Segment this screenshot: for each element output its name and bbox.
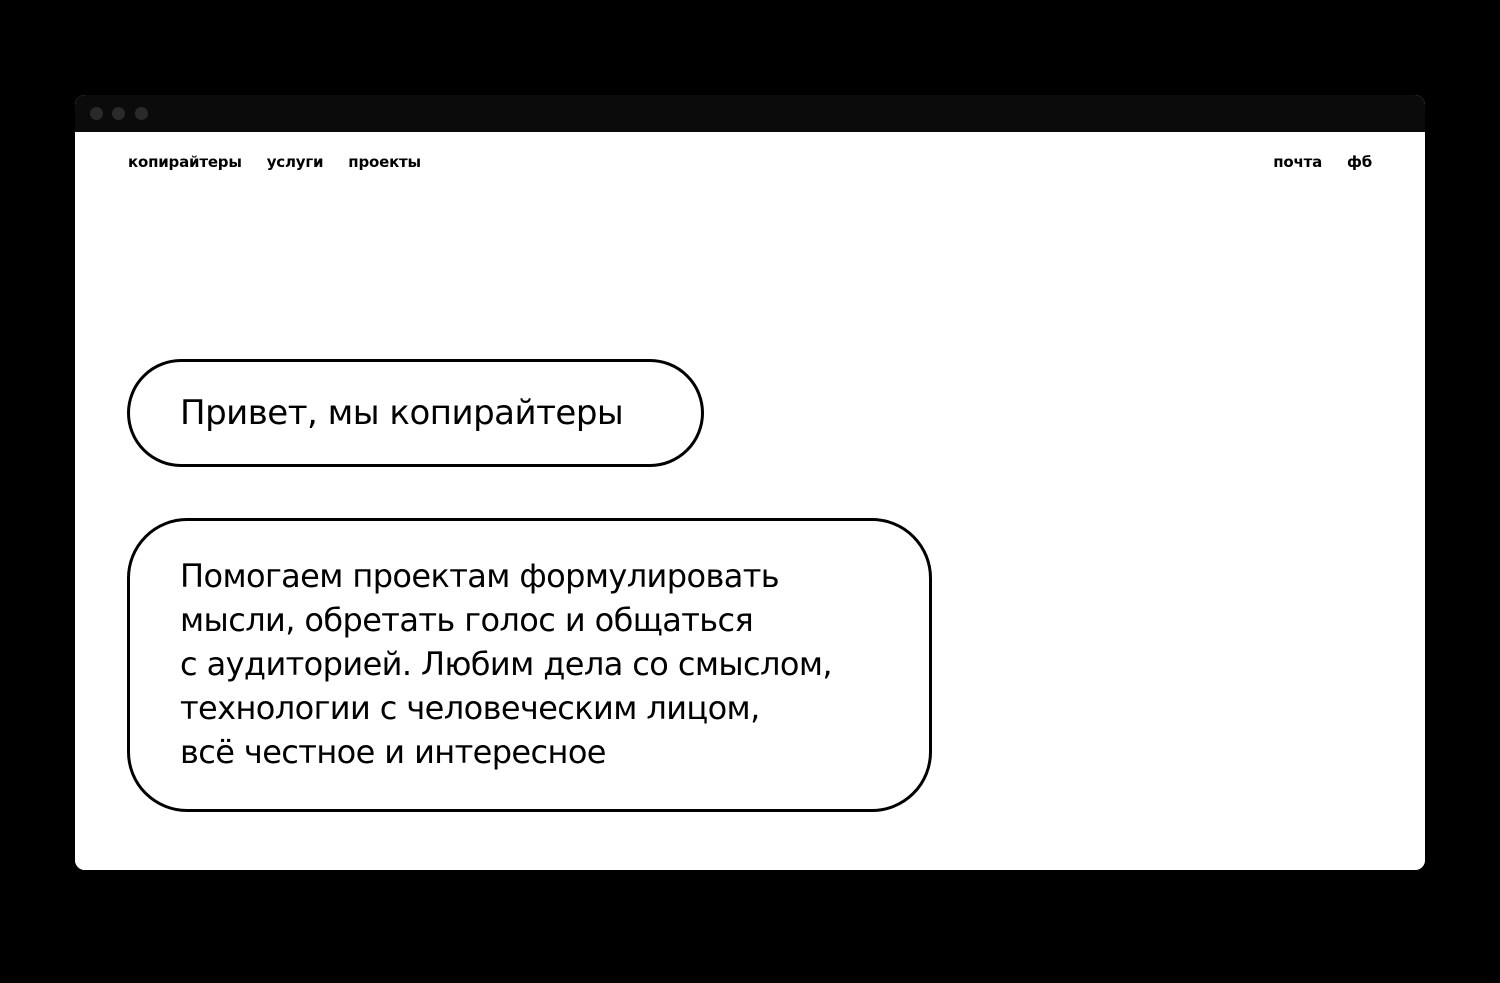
nav-link-facebook[interactable]: фб — [1347, 153, 1372, 171]
about-text-line: мысли, обретать голос и общаться — [180, 601, 754, 639]
nav-link-copywriters[interactable]: копирайтеры — [128, 153, 242, 171]
browser-window — [75, 95, 1425, 870]
nav-link-services[interactable]: услуги — [266, 153, 324, 171]
main-nav — [128, 152, 421, 172]
about-text-line: всё честное и интересное — [180, 733, 606, 771]
window-minimize-dot[interactable] — [112, 107, 125, 120]
about-bubble — [127, 518, 932, 812]
greeting-bubble — [127, 359, 704, 467]
nav-link-email[interactable]: почта — [1273, 153, 1323, 171]
nav-link-projects[interactable]: проекты — [348, 153, 421, 171]
about-text-line: с аудиторией. Любим дела со смыслом, — [180, 645, 832, 683]
window-titlebar — [75, 95, 1425, 132]
about-text-line: технологии с человеческим лицом, — [180, 689, 760, 727]
page-content — [75, 132, 1425, 870]
window-maximize-dot[interactable] — [135, 107, 148, 120]
greeting-text: Привет, мы копирайтеры — [180, 393, 624, 433]
window-close-dot[interactable] — [90, 107, 103, 120]
contact-nav — [1273, 152, 1372, 172]
about-text-line: Помогаем проектам формулировать — [180, 557, 780, 595]
